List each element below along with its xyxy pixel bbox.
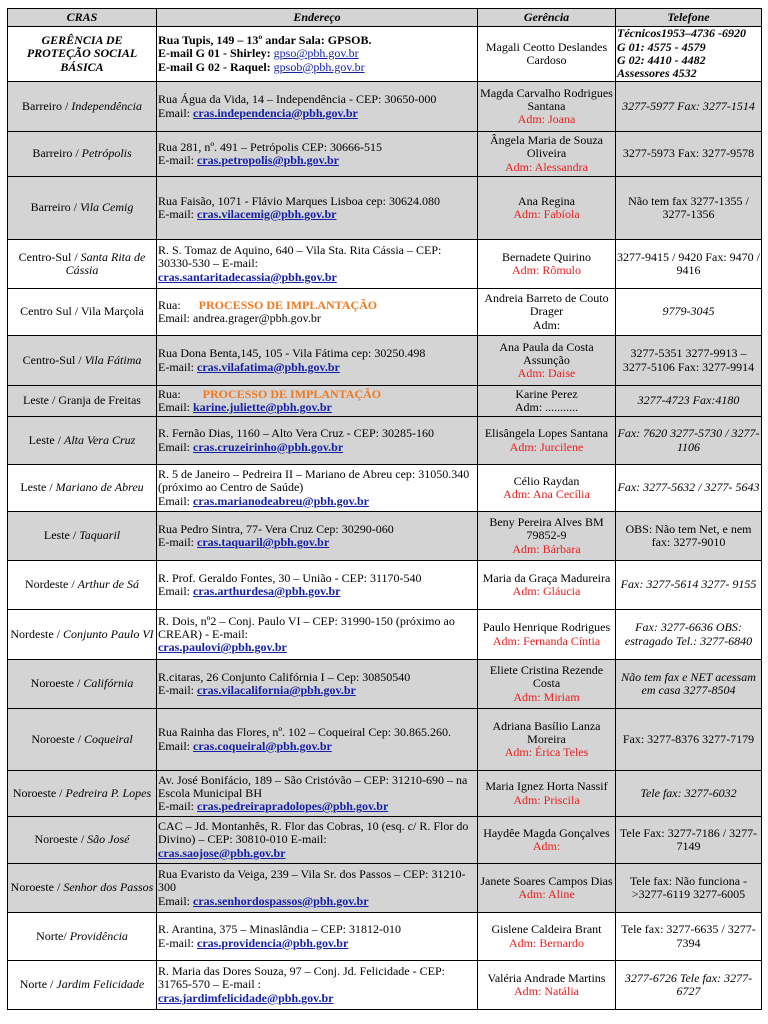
email-label: Email: [158, 400, 193, 414]
cras-cell [8, 512, 157, 561]
email-label: E-mail: [158, 683, 197, 697]
email-line [158, 992, 476, 1005]
phone-cell: Fax: 3277-5632 / 3277- 5643 [616, 465, 762, 512]
cras-region: Noroeste / [31, 731, 84, 746]
address-text: CAC – Jd. Montanhês, R. Flor das Cobras, 10 (esq. c/ R. Flor do Divino) – CEP: 30810-010 E-mail: [158, 819, 469, 847]
email-label: Email: [158, 738, 193, 753]
gpsob-title: GERÊNCIA DE PROTEÇÃO SOCIAL BÁSICA [8, 27, 157, 82]
manager-cell [478, 417, 616, 465]
address-text: Rua Rainha das Flores, nº. 102 – Coqueiral Cep: 30.865.260. [158, 725, 452, 740]
phone-cell: Fax: 7620 3277-5730 / 3277-1106 [616, 417, 762, 465]
cras-name: Alta Vera Cruz [63, 432, 136, 447]
email-link[interactable]: cras.jardimfelicidade@pbh.gov.br [158, 990, 334, 1005]
cras-row [8, 709, 762, 771]
address-cell [157, 240, 478, 289]
address-cell [157, 132, 478, 177]
address-cell [157, 512, 478, 561]
cras-name: Jardim Felicidade [56, 977, 145, 992]
gpsob-mail1-line [158, 47, 476, 60]
email-label: E-mail: [158, 935, 197, 950]
email-link[interactable]: cras.vilacemig@pbh.gov.br [197, 207, 337, 221]
phone-cell: Tele fax: 3277-6032 [616, 771, 762, 817]
manager-name: Andreia Barreto de Couto Drager [484, 291, 609, 319]
cras-cell [8, 913, 157, 961]
phone-cell: Fax: 3277-5614 3277- 9155 [616, 561, 762, 610]
cras-name: Independência [71, 98, 142, 113]
process-status: PROCESSO DE IMPLANTAÇÃO [198, 297, 378, 312]
manager-cell [478, 512, 616, 561]
cras-region: Norte / [19, 977, 57, 992]
email-line [158, 271, 476, 284]
email-link[interactable]: cras.coqueiral@pbh.gov.br [193, 738, 332, 753]
cras-row [8, 240, 762, 289]
email-line [158, 441, 476, 454]
phone-cell: 3277-5977 Fax: 3277-1514 [616, 82, 762, 132]
admin-name: Adm: Miriam [513, 689, 580, 704]
gpsob-tel-tecnicos: Técnicos1953–4736 -6920 [617, 26, 746, 41]
cras-name: Coqueiral [83, 731, 133, 746]
cras-name: Califórnia [83, 676, 134, 691]
admin-name: Adm: Aline [518, 887, 575, 901]
cras-rows [8, 82, 762, 1010]
cras-region: Leste / Granja de Freitas [23, 393, 141, 408]
admin-name: Adm: Alessandra [505, 159, 588, 174]
admin-name: Adm: [532, 317, 561, 332]
address-text: Rua Faisão, 1071 - Flávio Marques Lisboa cep: 30624.080 [158, 193, 440, 208]
email-line [158, 208, 476, 221]
cras-region: Leste / [20, 480, 56, 495]
cras-cell [8, 961, 157, 1010]
manager-name: Magda Carvalho Rodrigues Santana [480, 85, 613, 113]
phone-cell: Fax: 3277-6636 OBS: estragado Tel.: 3277-6840 [616, 610, 762, 660]
email-line [158, 895, 476, 908]
admin-name: Adm: Rômulo [511, 263, 581, 277]
manager-cell [478, 82, 616, 132]
address-cell [157, 465, 478, 512]
address-cell [157, 336, 478, 386]
manager-name: Célio Raydan [513, 473, 580, 488]
cras-region: Noroeste / [30, 676, 84, 691]
admin-name: Adm: Fernanda Cíntia [492, 633, 601, 648]
email-link[interactable]: cras.taquaril@pbh.gov.br [197, 535, 330, 549]
gpsob-address-cell [157, 27, 478, 82]
email-line [158, 800, 476, 813]
email-label: Email: [158, 893, 193, 908]
cras-cell [8, 660, 157, 709]
email-link[interactable]: cras.saojose@pbh.gov.br [158, 845, 286, 860]
email-link[interactable]: cras.vilafatima@pbh.gov.br [197, 359, 340, 374]
cras-region: Barreiro / [32, 146, 82, 161]
manager-name: Gislene Caldeira Brant [491, 922, 602, 937]
phone-cell: Tele Fax: 3277-7186 / 3277-7149 [616, 817, 762, 864]
admin-name: Adm: Fabíola [513, 207, 580, 221]
address-cell [157, 709, 478, 771]
manager-cell [478, 386, 616, 417]
email-line [158, 154, 476, 167]
cras-name: Petrópolis [81, 146, 132, 161]
manager-cell [478, 709, 616, 771]
email-line [158, 107, 476, 120]
manager-name: Karine Perez [515, 386, 578, 401]
cras-row [8, 817, 762, 864]
address-label: Rua: [158, 386, 181, 401]
manager-name: Ângela Maria de Souza Oliveira [490, 133, 603, 161]
manager-cell [478, 864, 616, 913]
admin-name: Adm: [532, 839, 561, 853]
cras-cell [8, 240, 157, 289]
email-line [158, 312, 476, 325]
gpsob-address: Rua Tupis, 149 – 13º andar Sala: GPSOB. [158, 33, 372, 48]
header-endereco: Endereço [157, 9, 478, 27]
cras-row [8, 512, 762, 561]
manager-cell [478, 561, 616, 610]
manager-name: Maria da Graça Madureira [482, 570, 611, 585]
manager-name: Valéria Andrade Martins [487, 970, 606, 985]
email-link[interactable]: cras.independencia@pbh.gov.br [193, 105, 358, 120]
cras-cell [8, 417, 157, 465]
manager-name: Janete Soares Campos Dias [480, 873, 613, 888]
phone-cell: Fax: 3277-8376 3277-7179 [616, 709, 762, 771]
header-gerencia: Gerência [478, 9, 616, 27]
gpsob-mail1-label: E-mail G 01 - Shirley: [158, 46, 274, 61]
cras-name: Conjunto Paulo VI [62, 626, 154, 641]
manager-name: Ana Paula da Costa Assunção [499, 339, 594, 367]
email-line [158, 401, 476, 414]
cras-cell [8, 610, 157, 660]
cras-region: Nordeste / [25, 577, 78, 592]
email-link[interactable]: cras.providencia@pbh.gov.br [197, 935, 349, 950]
email-link[interactable]: cras.petropolis@pbh.gov.br [197, 153, 339, 167]
manager-cell [478, 913, 616, 961]
email-link[interactable]: cras.vilacalifornia@pbh.gov.br [197, 683, 356, 697]
phone-cell: Não tem fax e NET acessam em casa 3277-8504 [616, 660, 762, 709]
admin-name: Adm: ........... [514, 400, 579, 414]
phone-cell: 3277-4723 Fax:4180 [616, 386, 762, 417]
address-cell [157, 82, 478, 132]
manager-cell [478, 610, 616, 660]
admin-name: Adm: Natália [514, 984, 579, 998]
gpsob-phones [616, 27, 762, 82]
cras-name: Santa Rita de Cássia [65, 249, 146, 277]
cras-name: Mariano de Abreu [55, 480, 144, 495]
admin-name: Adm: Gláucia [512, 584, 581, 598]
gpsob-tel-g02: G 02: 4410 - 4482 [617, 53, 706, 67]
manager-name: Paulo Henrique Rodrigues [482, 620, 611, 635]
cras-name: Senhor dos Passos [63, 880, 154, 895]
address-text: Rua Pedro Sintra, 77- Vera Cruz Cep: 30290-060 [158, 521, 394, 536]
address-cell [157, 561, 478, 610]
cras-row [8, 660, 762, 709]
admin-name: Adm: Daise [517, 366, 576, 381]
address-text: R. Dois, nº2 – Conj. Paulo VI – CEP: 31990-150 (próximo ao CREAR) - E-mail: [158, 613, 455, 641]
admin-name: Adm: Ana Cecília [503, 487, 590, 501]
cras-cell [8, 336, 157, 386]
email-label: E-mail: [158, 799, 197, 814]
cras-region: Noroeste / [12, 785, 66, 800]
address-text: Av. José Bonifácio, 189 – São Cristóvão – CEP: 31210-690 – na Escola Municipal BH [158, 772, 468, 800]
manager-cell [478, 177, 616, 240]
email-link[interactable]: andrea.grager@pbh.gov.br [193, 311, 321, 325]
email-label: E-mail: [158, 153, 197, 167]
cras-region: Noroeste / [34, 832, 88, 847]
address-cell [157, 961, 478, 1010]
manager-cell [478, 132, 616, 177]
address-line [158, 388, 476, 401]
email-line [158, 641, 476, 654]
gpsob-mail2-link[interactable]: gpsob@pbh.gov.br [273, 59, 365, 74]
manager-name: Haydêe Magda Gonçalves [483, 825, 610, 840]
address-text: R. Prof. Geraldo Fontes, 30 – União - CEP: 31170-540 [158, 570, 422, 585]
address-cell [157, 289, 478, 336]
email-line [158, 536, 476, 549]
address-text: Rua Água da Vida, 14 – Independência - CEP: 30650-000 [158, 92, 437, 107]
email-label: Email: [158, 493, 193, 508]
address-cell [157, 913, 478, 961]
cras-row [8, 177, 762, 240]
address-cell [157, 386, 478, 417]
address-line [158, 299, 476, 312]
cras-row [8, 561, 762, 610]
cras-cell [8, 132, 157, 177]
cras-region: Norte/ [36, 928, 70, 943]
cras-row [8, 132, 762, 177]
cras-region: Leste / [43, 528, 80, 543]
cras-cell [8, 289, 157, 336]
address-text: R. Arantina, 375 – Minaslândia – CEP: 31812-010 [158, 922, 401, 937]
manager-name: Elisângela Lopes Santana [484, 426, 609, 441]
manager-cell [478, 240, 616, 289]
email-label: Email: [158, 311, 193, 325]
cras-cell [8, 386, 157, 417]
cras-region: Centro Sul / Vila Marçola [20, 304, 144, 319]
phone-cell: 3277-9415 / 9420 Fax: 9470 / 9416 [616, 240, 762, 289]
manager-name: Beny Pereira Alves BM 79852-9 [489, 515, 604, 543]
cras-name: Providência [69, 928, 128, 943]
address-cell [157, 771, 478, 817]
cras-name: Arthur de Sá [77, 577, 139, 592]
address-cell [157, 417, 478, 465]
email-line [158, 361, 476, 374]
phone-cell: Tele fax: 3277-6635 / 3277-7394 [616, 913, 762, 961]
address-text: Rua 281, nº. 491 – Petrópolis CEP: 30666-515 [158, 139, 383, 154]
gpsob-tel-g01: G 01: 4575 - 4579 [617, 39, 706, 54]
manager-cell [478, 660, 616, 709]
phone-cell: 3277-6726 Tele fax: 3277-6727 [616, 961, 762, 1010]
address-text: Rua Evaristo da Veiga, 239 – Vila Sr. dos Passos – CEP: 31210-300 [158, 867, 466, 895]
gpsob-manager: Magali Ceotto Deslandes Cardoso [478, 27, 616, 82]
manager-cell [478, 771, 616, 817]
email-line [158, 585, 476, 598]
cras-row [8, 610, 762, 660]
email-link[interactable]: cras.marianodeabreu@pbh.gov.br [193, 493, 369, 508]
gpsob-row [8, 27, 762, 82]
phone-cell: OBS: Não tem Net, e nem fax: 3277-9010 [616, 512, 762, 561]
cras-row [8, 82, 762, 132]
cras-region: Barreiro / [30, 200, 80, 215]
cras-region: Centro-Sul / [22, 352, 85, 367]
admin-name: Adm: Bárbara [512, 541, 581, 556]
gpsob-mail2-line [158, 61, 476, 74]
manager-name: Eliete Cristina Rezende Costa [489, 663, 604, 691]
phone-cell: 3277-5973 Fax: 3277-9578 [616, 132, 762, 177]
address-text: R.citaras, 26 Conjunto Califórnia I – Cep: 30850540 [158, 669, 411, 684]
manager-name: Ana Regina [518, 193, 575, 208]
admin-name: Adm: Érica Teles [504, 745, 589, 760]
cras-cell [8, 817, 157, 864]
email-link[interactable]: cras.pedreirapradolopes@pbh.gov.br [197, 799, 389, 814]
phone-cell: 9779-3045 [616, 289, 762, 336]
address-cell [157, 177, 478, 240]
email-line [158, 684, 476, 697]
gpsob-mail2-label: E-mail G 02 - Raquel: [158, 59, 274, 74]
cras-region: Nordeste / [10, 626, 63, 641]
email-label: E-mail: [158, 207, 197, 221]
cras-cell [8, 465, 157, 512]
email-link[interactable]: cras.santaritadecassia@pbh.gov.br [158, 269, 337, 284]
phone-cell: Não tem fax 3277-1355 / 3277-1356 [616, 177, 762, 240]
email-link[interactable]: karine.juliette@pbh.gov.br [193, 400, 332, 414]
cras-cell [8, 82, 157, 132]
admin-name: Adm: Jurcilene [509, 439, 584, 454]
email-label: Email: [158, 584, 193, 598]
address-text: R. Maria das Dores Souza, 97 – Conj. Jd. Felicidade - CEP: 31765-570 – E-mail : [158, 964, 445, 992]
cras-row [8, 961, 762, 1010]
address-text: R. S. Tomaz de Aquino, 640 – Vila Sta. Rita Cássia – CEP: 30330-530 – E-mail: [158, 243, 442, 271]
address-text: R. Fernão Dias, 1160 – Alto Vera Cruz - CEP: 30285-160 [158, 426, 434, 441]
header-cras: CRAS [8, 9, 157, 27]
cras-name: São José [87, 832, 130, 847]
email-line [158, 740, 476, 753]
cras-row [8, 465, 762, 512]
cras-name: Vila Fátima [84, 352, 142, 367]
process-status: PROCESSO DE IMPLANTAÇÃO [202, 386, 382, 401]
header-row [8, 9, 762, 27]
address-cell [157, 864, 478, 913]
cras-row [8, 289, 762, 336]
email-link[interactable]: cras.senhordospassos@pbh.gov.br [193, 893, 369, 908]
gpsob-mail1-link[interactable]: gpso@pbh.gov.br [273, 46, 359, 61]
email-label: E-mail: [158, 535, 197, 549]
cras-region: Leste / [28, 432, 64, 447]
email-label: E-mail: [158, 359, 197, 374]
cras-name: Pedreira P. Lopes [65, 785, 152, 800]
header-telefone: Telefone [616, 9, 762, 27]
manager-cell [478, 817, 616, 864]
cras-row [8, 864, 762, 913]
cras-cell [8, 561, 157, 610]
cras-region: Barreiro / [22, 98, 72, 113]
manager-name: Adriana Basílio Lanza Moreira [492, 718, 601, 746]
phone-cell: Tele fax: Não funciona ->3277-6119 3277-6005 [616, 864, 762, 913]
manager-name: Maria Ignez Horta Nassif [485, 779, 608, 794]
cras-cell [8, 771, 157, 817]
email-link[interactable]: cras.arthurdesa@pbh.gov.br [193, 584, 341, 598]
cras-cell [8, 177, 157, 240]
email-line [158, 495, 476, 508]
manager-cell [478, 961, 616, 1010]
cras-row [8, 771, 762, 817]
cras-name: Vila Cemig [79, 200, 134, 215]
phone-cell: 3277-5351 3277-9913 – 3277-5106 Fax: 3277-9914 [616, 336, 762, 386]
email-line [158, 847, 476, 860]
cras-name: Taquaril [79, 528, 121, 543]
cras-cell [8, 709, 157, 771]
cras-cell [8, 864, 157, 913]
manager-cell [478, 336, 616, 386]
address-text: R. 5 de Janeiro – Pedreira II – Mariano de Abreu cep: 31050.340 (próximo ao Centro de Saúde) [158, 467, 470, 495]
manager-name: Bernadete Quirino [502, 249, 591, 264]
admin-name: Adm: Joana [517, 112, 576, 127]
address-cell [157, 817, 478, 864]
cras-row [8, 386, 762, 417]
manager-cell [478, 465, 616, 512]
address-cell [157, 610, 478, 660]
cras-row [8, 417, 762, 465]
admin-name: Adm: Priscila [513, 792, 580, 807]
email-label: Email: [158, 439, 193, 454]
gpsob-tel-assessores: Assessores 4532 [617, 66, 697, 81]
cras-row [8, 913, 762, 961]
cras-region: Centro-Sul / [18, 249, 81, 264]
cras-row [8, 336, 762, 386]
manager-cell [478, 289, 616, 336]
email-link[interactable]: cras.paulovi@pbh.gov.br [158, 640, 287, 655]
address-cell [157, 660, 478, 709]
email-link[interactable]: cras.cruzeirinho@pbh.gov.br [193, 439, 344, 454]
cras-region: Noroeste / [10, 880, 64, 895]
address-label: Rua: [158, 297, 181, 312]
cras-table [7, 8, 762, 1010]
email-label: Email: [158, 105, 193, 120]
address-text: Rua Dona Benta,145, 105 - Vila Fátima cep: 30250.498 [158, 346, 426, 361]
admin-name: Adm: Bernardo [509, 935, 584, 950]
email-line [158, 937, 476, 950]
